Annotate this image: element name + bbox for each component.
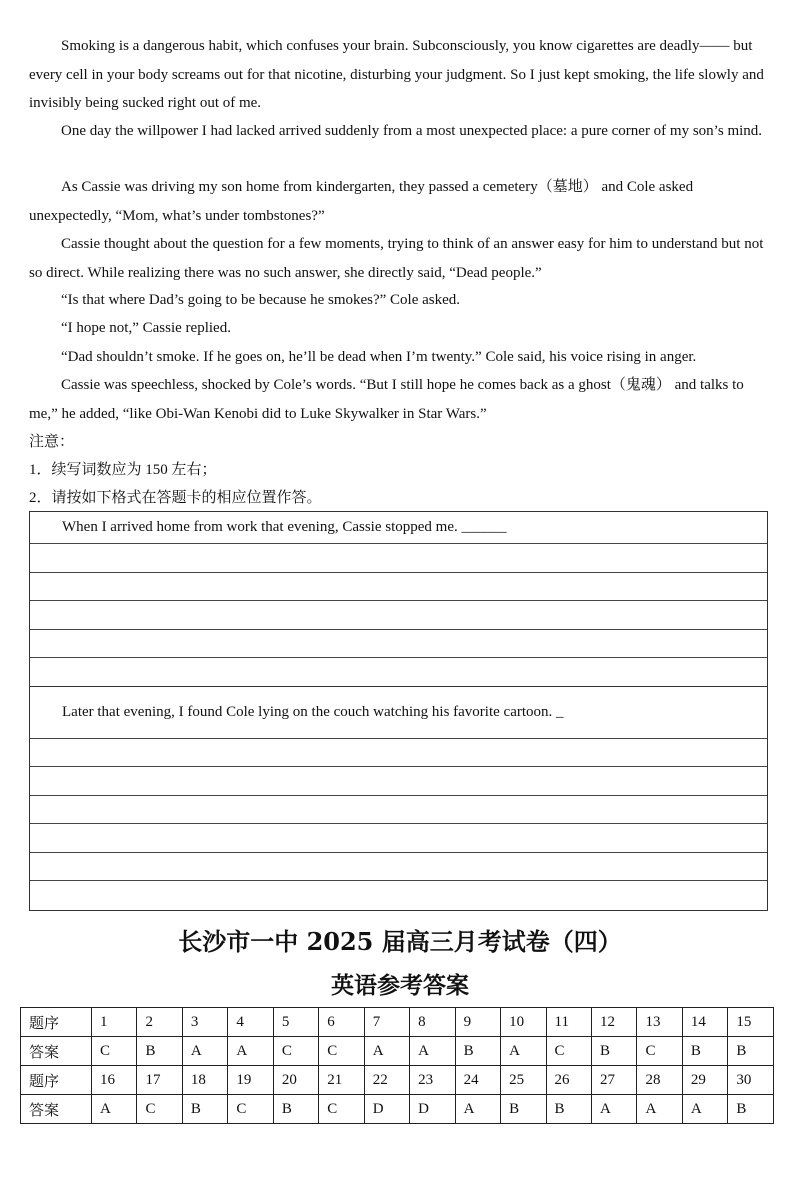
answer-letter: A (182, 1037, 227, 1066)
answer-letter: A (228, 1037, 273, 1066)
paragraph-6: “I hope not,” Cassie replied. (61, 320, 231, 336)
answer-letter: A (637, 1095, 682, 1124)
paragraph-4: Cassie thought about the question for a few moments, trying to think of an answer easy for him to understand but not so direct. While realizing there was no such answer, she directly said, “Dead people.” (29, 236, 764, 281)
answer-row-label: 答案 (21, 1037, 92, 1066)
answer-letter: D (364, 1095, 409, 1124)
question-number: 13 (637, 1008, 682, 1037)
question-number: 5 (273, 1008, 318, 1037)
writing-line[interactable] (30, 881, 767, 910)
answer-row-label: 题序 (21, 1066, 92, 1095)
writing-line[interactable] (30, 824, 767, 853)
note-item-2: 2．请按如下格式在答题卡的相应位置作答。 (29, 490, 322, 506)
question-number: 11 (546, 1008, 591, 1037)
writing-line-prompt-2[interactable] (30, 687, 767, 739)
question-number: 8 (410, 1008, 455, 1037)
question-number: 2 (137, 1008, 182, 1037)
writing-line-prompt-1[interactable] (30, 512, 767, 544)
answer-letter: B (728, 1037, 774, 1066)
writing-line[interactable] (30, 767, 767, 796)
answer-letter: B (273, 1095, 318, 1124)
answer-letter: A (92, 1095, 137, 1124)
answer-letter: A (501, 1037, 546, 1066)
answer-letter: C (92, 1037, 137, 1066)
answer-letter: B (137, 1037, 182, 1066)
question-number: 6 (319, 1008, 364, 1037)
answer-letter: B (682, 1037, 727, 1066)
exam-title: 长沙市一中 2025 届高三月考试卷（四） (178, 927, 622, 956)
answer-table-row (21, 1008, 774, 1037)
question-number: 1 (92, 1008, 137, 1037)
answer-letter: C (319, 1095, 364, 1124)
question-number: 22 (364, 1066, 409, 1095)
answer-letter: C (228, 1095, 273, 1124)
question-number: 26 (546, 1066, 591, 1095)
answer-letter: B (501, 1095, 546, 1124)
paragraph-5: “Is that where Dad’s going to be because he smokes?” Cole asked. (61, 292, 461, 308)
writing-prompt-1: When I arrived home from work that evening, Cassie stopped me. ______ (62, 519, 507, 535)
paragraph-8: Cassie was speechless, shocked by Cole’s words. “But I still hope he comes back as a ghost（鬼魂） and talks to me,” he added, “like Obi-Wan Kenobi did to Luke Skywalker in Star Wars.” (29, 377, 744, 422)
question-number: 23 (410, 1066, 455, 1095)
answer-row-label: 答案 (21, 1095, 92, 1124)
question-number: 19 (228, 1066, 273, 1095)
question-number: 3 (182, 1008, 227, 1037)
paragraph-1: Smoking is a dangerous habit, which confuses your brain. Subconsciously, you know cigarettes are deadly—— but every cell in your body screams out for that nicotine, disturbing your judgment. So I just kept smoking, the life slowly and invisibly being sucked right out of me. (29, 38, 764, 111)
answer-letter: A (591, 1095, 636, 1124)
writing-line[interactable] (30, 739, 767, 768)
writing-prompt-2: Later that evening, I found Cole lying on the couch watching his favorite cartoon. _ (62, 703, 564, 720)
question-number: 10 (501, 1008, 546, 1037)
answer-letter: C (137, 1095, 182, 1124)
question-number: 18 (182, 1066, 227, 1095)
writing-line[interactable] (30, 544, 767, 573)
answer-letter: C (273, 1037, 318, 1066)
writing-line[interactable] (30, 573, 767, 602)
question-number: 16 (92, 1066, 137, 1095)
question-number: 25 (501, 1066, 546, 1095)
answer-letter: D (410, 1095, 455, 1124)
question-number: 27 (591, 1066, 636, 1095)
answer-table (20, 1007, 774, 1124)
answer-letter: C (637, 1037, 682, 1066)
question-number: 12 (591, 1008, 636, 1037)
paragraph-3: As Cassie was driving my son home from kindergarten, they passed a cemetery（墓地） and Cole asked unexpectedly, “Mom, what’s under tombstones?” (29, 179, 694, 224)
answer-letter: C (546, 1037, 591, 1066)
question-number: 14 (682, 1008, 727, 1037)
question-number: 7 (364, 1008, 409, 1037)
writing-line[interactable] (30, 796, 767, 825)
answer-letter: B (455, 1037, 500, 1066)
paragraph-2: One day the willpower I had lacked arrived suddenly from a most unexpected place: a pure corner of my son’s mind. (61, 123, 763, 139)
answer-table-row (21, 1095, 774, 1124)
answer-letter: B (182, 1095, 227, 1124)
answer-letter: B (591, 1037, 636, 1066)
answer-table-row (21, 1066, 774, 1095)
answer-letter: A (364, 1037, 409, 1066)
question-number: 9 (455, 1008, 500, 1037)
answer-letter: A (455, 1095, 500, 1124)
writing-box[interactable] (29, 511, 768, 911)
writing-line[interactable] (30, 853, 767, 882)
answer-key-subtitle: 英语参考答案 (331, 972, 469, 999)
answer-letter: B (546, 1095, 591, 1124)
question-number: 20 (273, 1066, 318, 1095)
writing-line[interactable] (30, 630, 767, 659)
paragraph-7: “Dad shouldn’t smoke. If he goes on, he’ll be dead when I’m twenty.” Cole said, his voice rising in anger. (61, 349, 697, 365)
question-number: 29 (682, 1066, 727, 1095)
answer-letter: B (728, 1095, 774, 1124)
answer-letter: C (319, 1037, 364, 1066)
notes-heading: 注意： (29, 434, 75, 450)
note-item-1: 1．续写词数应为 150 左右； (29, 462, 217, 478)
question-number: 4 (228, 1008, 273, 1037)
question-number: 24 (455, 1066, 500, 1095)
answer-table-row (21, 1037, 774, 1066)
question-number: 30 (728, 1066, 774, 1095)
answer-row-label: 题序 (21, 1008, 92, 1037)
writing-line[interactable] (30, 658, 767, 687)
answer-letter: A (410, 1037, 455, 1066)
question-number: 15 (728, 1008, 774, 1037)
question-number: 21 (319, 1066, 364, 1095)
answer-letter: A (682, 1095, 727, 1124)
question-number: 28 (637, 1066, 682, 1095)
writing-line[interactable] (30, 601, 767, 630)
question-number: 17 (137, 1066, 182, 1095)
